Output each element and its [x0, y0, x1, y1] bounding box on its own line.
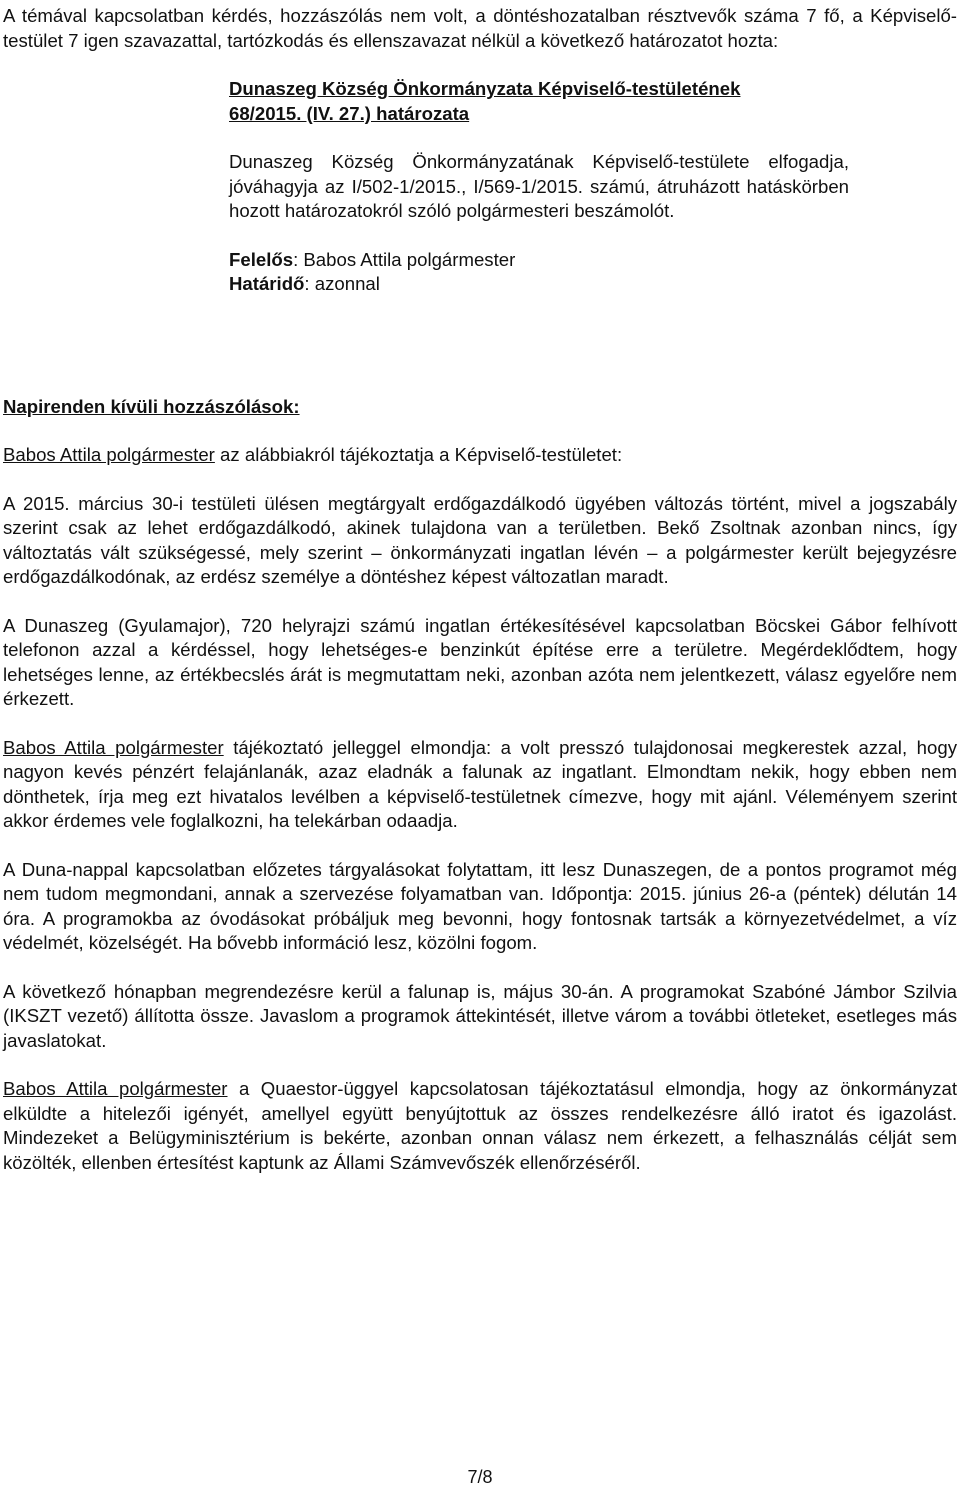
resolution-title-line2: 68/2015. (IV. 27.) határozata — [229, 102, 470, 124]
resolution-body: Dunaszeg Község Önkormányzatának Képviselő-testülete elfogadja, jóváhagyja az I/502-1/2015., I/569-1/2015. számú, átruházott hatáskörben hozott határozatokról szóló polgármesteri beszámolót. — [229, 151, 849, 221]
mayor-name: Babos Attila polgármester — [3, 736, 224, 758]
deadline-label: Határidő — [229, 273, 305, 294]
intro-paragraph: A témával kapcsolatban kérdés, hozzászólás nem volt, a döntéshozatalban résztvevők száma 7 fő, a Képviselő-testület 7 igen szavazattal, tartózkodás és ellenszavazat nélkül a következő határozatot hozta: — [3, 5, 957, 51]
resolution-title-line1: Dunaszeg Község Önkormányzata Képviselő-testületének — [229, 78, 741, 99]
mayor-name: Babos Attila polgármester — [3, 1078, 228, 1099]
page-number: 7/8 — [467, 1467, 493, 1487]
lead-text: az alábbiakról tájékoztatja a Képviselő-testületet: — [214, 444, 623, 465]
paragraph-village-day: A következő hónapban megrendezésre kerül a falunap is, május 30-án. A programokat Szabóné Jámbor Szilvia (IKSZT vezető) állította össze. Javaslom a programok áttekintését, illetve várom a további ötleteket, esetleges más javaslatokat. — [3, 980, 957, 1051]
resolution-block — [229, 77, 849, 297]
deadline-value: : azonnal — [304, 273, 380, 294]
resolution-title — [229, 77, 849, 126]
mayor-name: Babos Attila polgármester — [3, 444, 215, 465]
document-page — [3, 4, 957, 1175]
resolution-responsible — [229, 248, 849, 273]
lead-paragraph — [3, 443, 957, 468]
section-heading: Napirenden kívüli hozzászólások: — [3, 395, 300, 417]
responsible-value: : Babos Attila polgármester — [293, 248, 516, 270]
paragraph-espresso-text: tájékoztató jelleggel elmondja: a volt presszó tulajdonosai megkerestek azzal, hogy nagyon kevés pénzért felajánlanák, azaz eladnák a falunak az ingatlant. Elmondtam nekik, hogy ebben nem dönthetek, írja meg ezt hivatalos levélben a képviselő-testületnek címezve, hogy mit ajánl. Véleményem szerint akkor érdemes vele foglalkozni, ha telekárban odaadja. — [3, 736, 957, 831]
paragraph-danube-day: A Duna-nappal kapcsolatban előzetes tárgyalásokat folytattam, itt lesz Dunaszegen, de a pontos programot még nem tudom megmondani, annak a szervezése folyamatban van. Időpontja: 2015. június 26-a (péntek) délután 14 óra. A programokba az óvodásokat próbáljuk meg bevonni, hogy fontosnak tartsák a környezetvédelmet, a víz védelmét, közelségét. Ha bővebb információ lesz, közölni fogom. — [3, 858, 957, 953]
paragraph-quaestor — [3, 1077, 957, 1175]
responsible-label: Felelős — [229, 248, 294, 270]
paragraph-forestry: A 2015. március 30-i testületi ülésen megtárgyalt erdőgazdálkodó ügyében változás történt, mivel a jogszabály szerint csak az lehet erdőgazdálkodó, akinek tulajdona van a területben. Bekő Zsoltnak azonban nincs, így változtatás vált szükségessé, mely szerint – önkormányzati ingatlan lévén – a polgármester került bejegyzésre erdőgazdálkodónak, az erdész személye a döntéshez képest változatlan maradt. — [3, 492, 957, 587]
paragraph-property-sale: A Dunaszeg (Gyulamajor), 720 helyrajzi számú ingatlan értékesítésével kapcsolatban Böcskei Gábor felhívott telefonon azzal a kérdéssel, hogy lehetséges-e benzinkút építése erre a területre. Megérdeklődtem, hogy lehetséges lenne, az értékbecslés árát is megmutattam neki, azonban azóta nem jelentkezett, válasz egyelőre nem érkezett. — [3, 614, 957, 709]
paragraph-espresso-bar — [3, 736, 957, 834]
paragraph-quaestor-text: a Quaestor-üggyel kapcsolatosan tájékoztatásul elmondja, hogy az önkormányzat elküldte a hitelezői igényét, amellyel együtt benyújtottuk az összes rendelkezésre álló iratot és igazolást. Mindezeket a Belügyminisztérium is bekérte, azonban onnan válasz nem érkezett, a felhasználás célját sem közölték, ellenben értesítést kaptunk az Állami Számvevőszék ellenőrzéséről. — [3, 1078, 957, 1173]
resolution-deadline — [229, 272, 849, 297]
